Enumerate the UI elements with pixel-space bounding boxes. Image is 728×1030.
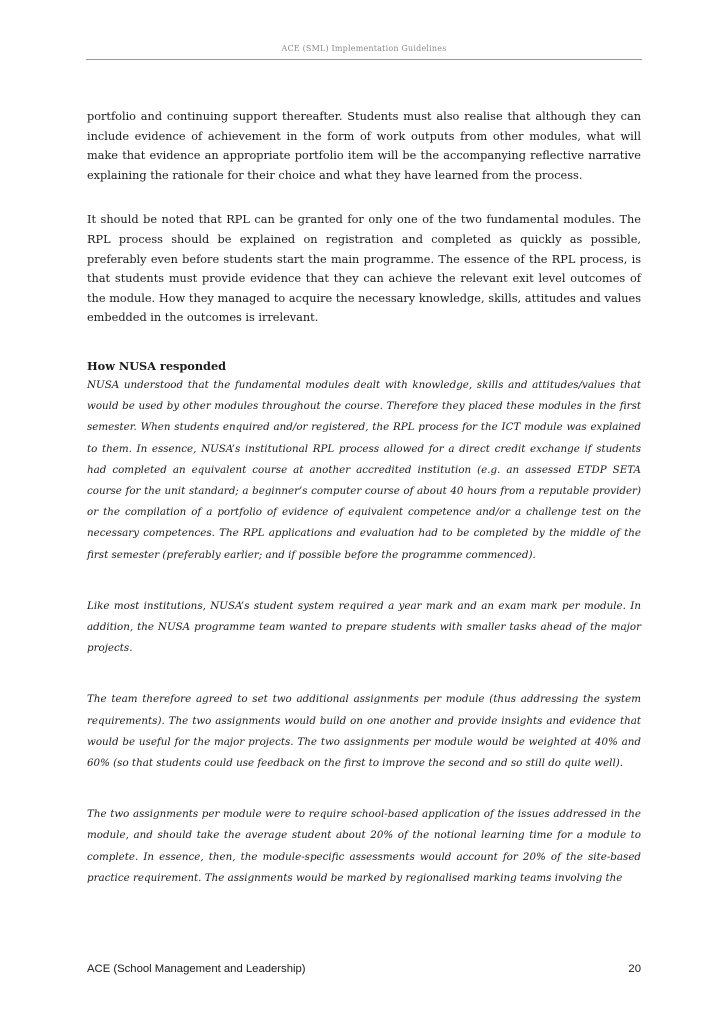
page-body xyxy=(87,107,641,889)
paragraph-two-assignments: The team therefore agreed to set two additional assignments per module (thus addressing the system requirements). The two assignments would build on one another and provide insights and evidence that would be useful for the major projects. The two assignments per module would be weighted at 40% and 60% (so that students could use feedback on the first to improve the second and so still do quite well). xyxy=(87,693,641,769)
paragraph-student-system: Like most institutions, NUSA’s student system required a year mark and an exam mark per module. In addition, the NUSA programme team wanted to prepare students with smaller tasks ahead of the major projects. xyxy=(87,599,641,655)
page-number: 20 xyxy=(628,963,641,975)
paragraph-rpl: It should be noted that RPL can be granted for only one of the two fundamental modules. The RPL process should be explained on registration and completed as quickly as possible, preferably even before students start the main programme. The essence of the RPL process, is that students must provide evidence that they can achieve the relevant exit level outcomes of the module. How they managed to acquire the necessary knowledge, skills, attitudes and values embedded in the outcomes is irrelevant. xyxy=(87,213,641,325)
paragraph-nusa-understood: NUSA understood that the fundamental modules dealt with knowledge, skills and attitudes/values that would be used by other modules throughout the course. Therefore they placed these modules in the first semester. When students enquired and/or registered, the RPL process for the ICT module was explained to them. In essence, NUSA’s institutional RPL process allowed for a direct credit exchange if students had completed an equivalent course at another accredited institution (e.g. an assessed ETDP SETA course for the unit standard; a beginner’s computer course of about 40 hours from a reputable provider) or the compilation of a portfolio of evidence of equivalent competence and/or a challenge test on the necessary competences. The RPL applications and evaluation had to be completed by the middle of the first semester (preferably earlier; and if possible before the programme commenced). xyxy=(87,378,641,561)
running-header: ACE (SML) Implementation Guidelines xyxy=(281,44,447,53)
paragraph-school-based: The two assignments per module were to require school-based application of the issues addressed in the module, and should take the average student about 20% of the notional learning time for a module to complete. In essence, then, the module-specific assessments would account for 20% of the site-based practice requirement. The assignments would be marked by regionalised marking teams involving the xyxy=(87,808,641,884)
footer-title: ACE (School Management and Leadership) xyxy=(87,963,306,975)
section-heading: How NUSA responded xyxy=(87,358,227,373)
header-rule xyxy=(86,59,642,60)
paragraph-portfolio: portfolio and continuing support thereafter. Students must also realise that although they can include evidence of achievement in the form of work outputs from other modules, what will make that evidence an appropriate portfolio item will be the accompanying reflective narrative explaining the rationale for their choice and what they have learned from the process. xyxy=(87,110,641,182)
